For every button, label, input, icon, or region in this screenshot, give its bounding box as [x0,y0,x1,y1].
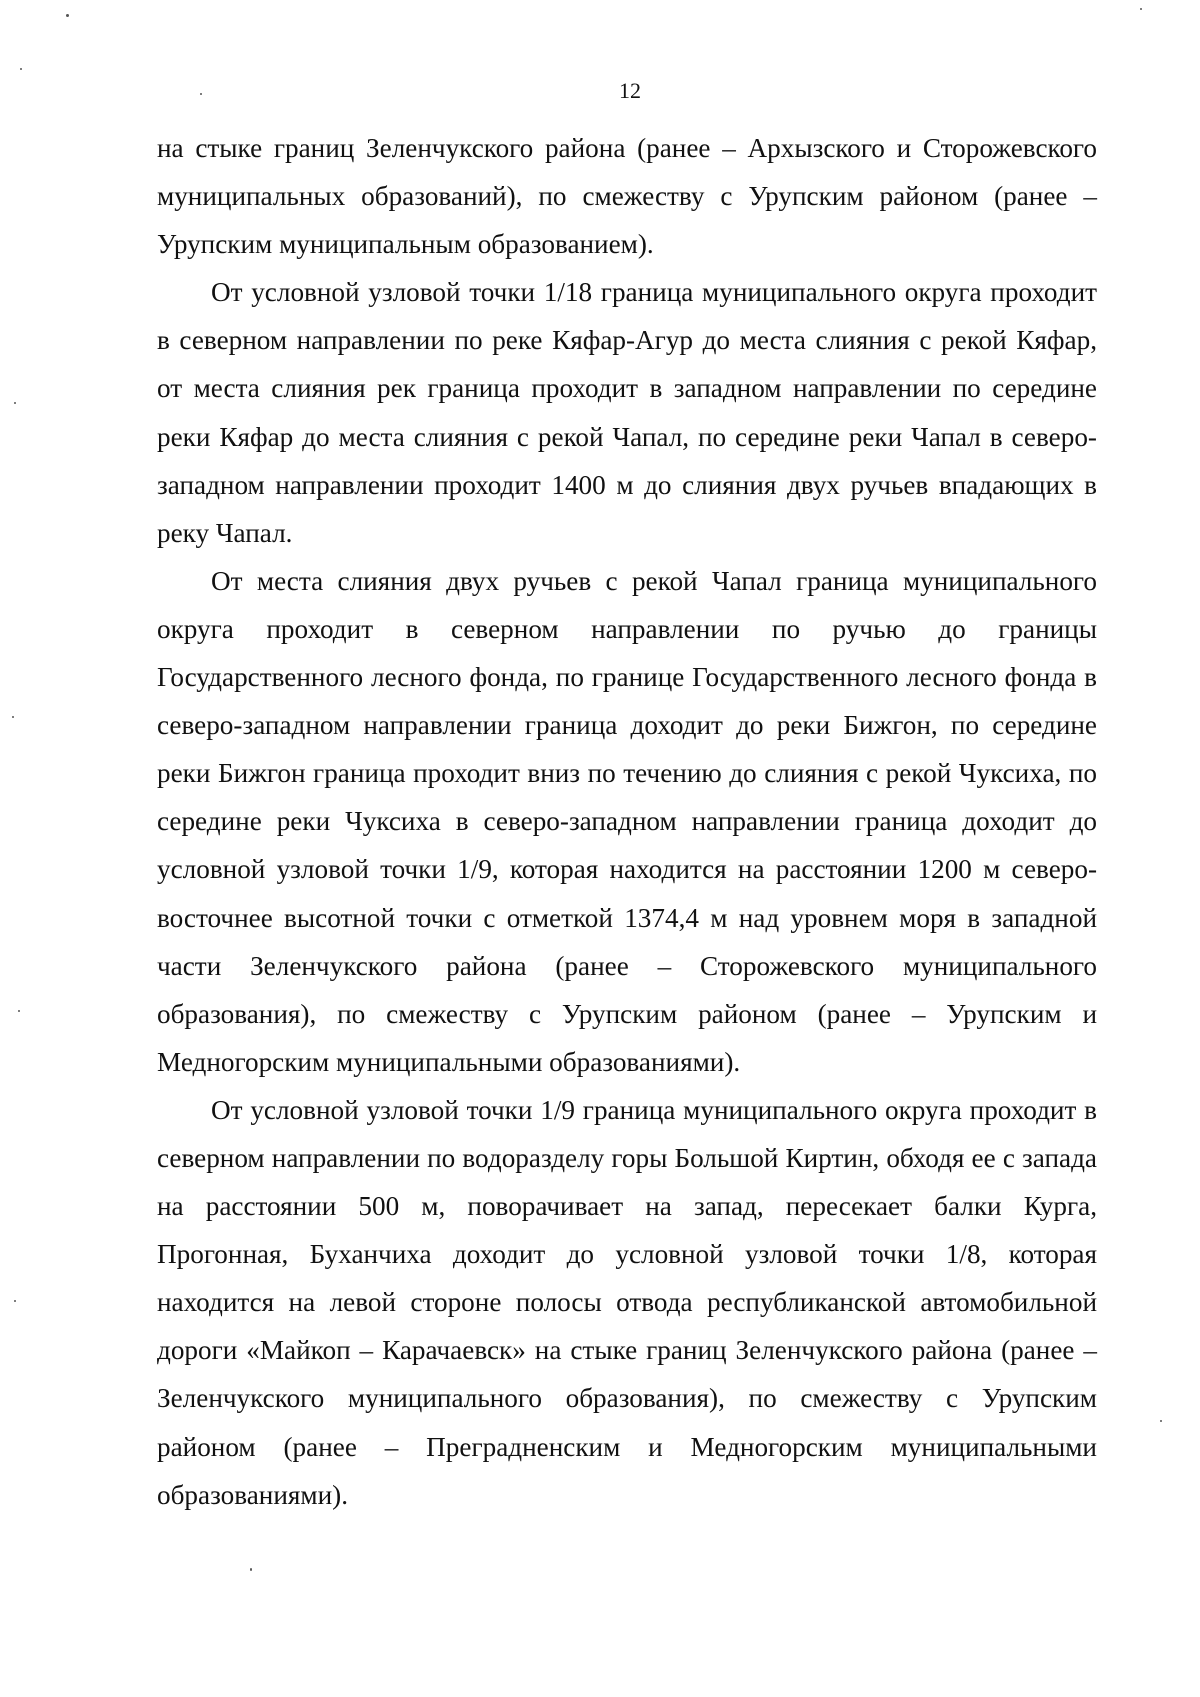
scan-speck [18,1010,20,1012]
paragraph-point-1-9: От условной узловой точки 1/9 граница муниципального округа проходит в северном направлении по водоразделу горы Большой Киртин, обходя ее с запада на расстоянии 500 м, поворачивает на запад, пересекает балки Курга, Прогонная, Буханчиха доходит до условной узловой точки 1/8, которая находится на левой стороне полосы отвода республиканской автомобильной дороги «Майкоп – Карачаевск» на стыке границ Зеленчукского района (ранее – Зеленчукского муниципального образования), по смежеству с Урупским районом (ранее – Преградненским и Медногорским муниципальными образованиями). [157,1094,1097,1510]
scan-speck [14,1300,16,1302]
page-number: 12 [619,78,641,103]
scan-speck [20,68,22,70]
scan-speck [200,93,202,95]
scan-speck [1160,1420,1162,1422]
scan-speck [14,402,16,404]
scan-speck [250,1568,252,1571]
scan-speck [66,14,69,17]
paragraph-continuation: на стыке границ Зеленчукского района (ранее – Архызского и Сторожевского муниципальных образований), по смежеству с Урупским районом (ранее – Урупским муниципальным образованием). [157,133,1097,260]
paragraph-chapal-confluence: От места слияния двух ручьев с рекой Чапал граница муниципального округа проходит в северном направлении по ручью до границы Государственного лесного фонда, по границе Государственного лесного фонда в северо-западном направлении граница доходит до реки Бижгон, по середине реки Бижгон граница проходит вниз по течению до слияния с рекой Чуксиха, по середине реки Чуксиха в северо-западном направлении граница доходит до условной узловой точки 1/9, которая находится на расстоянии 1200 м северо-восточнее высотной точки с отметкой 1374,4 м над уровнем моря в западной части Зеленчукского района (ранее – Сторожевского муниципального образования), по смежеству с Урупским районом (ранее – Урупским и Медногорским муниципальными образованиями). [157,565,1097,1077]
scan-speck [1140,8,1142,10]
paragraph-point-1-18: От условной узловой точки 1/18 граница муниципального округа проходит в северном направлении по реке Кяфар-Агур до места слияния с рекой Кяфар, от места слияния рек граница проходит в западном направлении по середине реки Кяфар до места слияния с рекой Чапал, по середине реки Чапал в северо-западном направлении проходит 1400 м до слияния двух ручьев впадающих в реку Чапал. [157,277,1097,548]
scan-speck [12,716,14,718]
document-body [157,124,1097,1519]
